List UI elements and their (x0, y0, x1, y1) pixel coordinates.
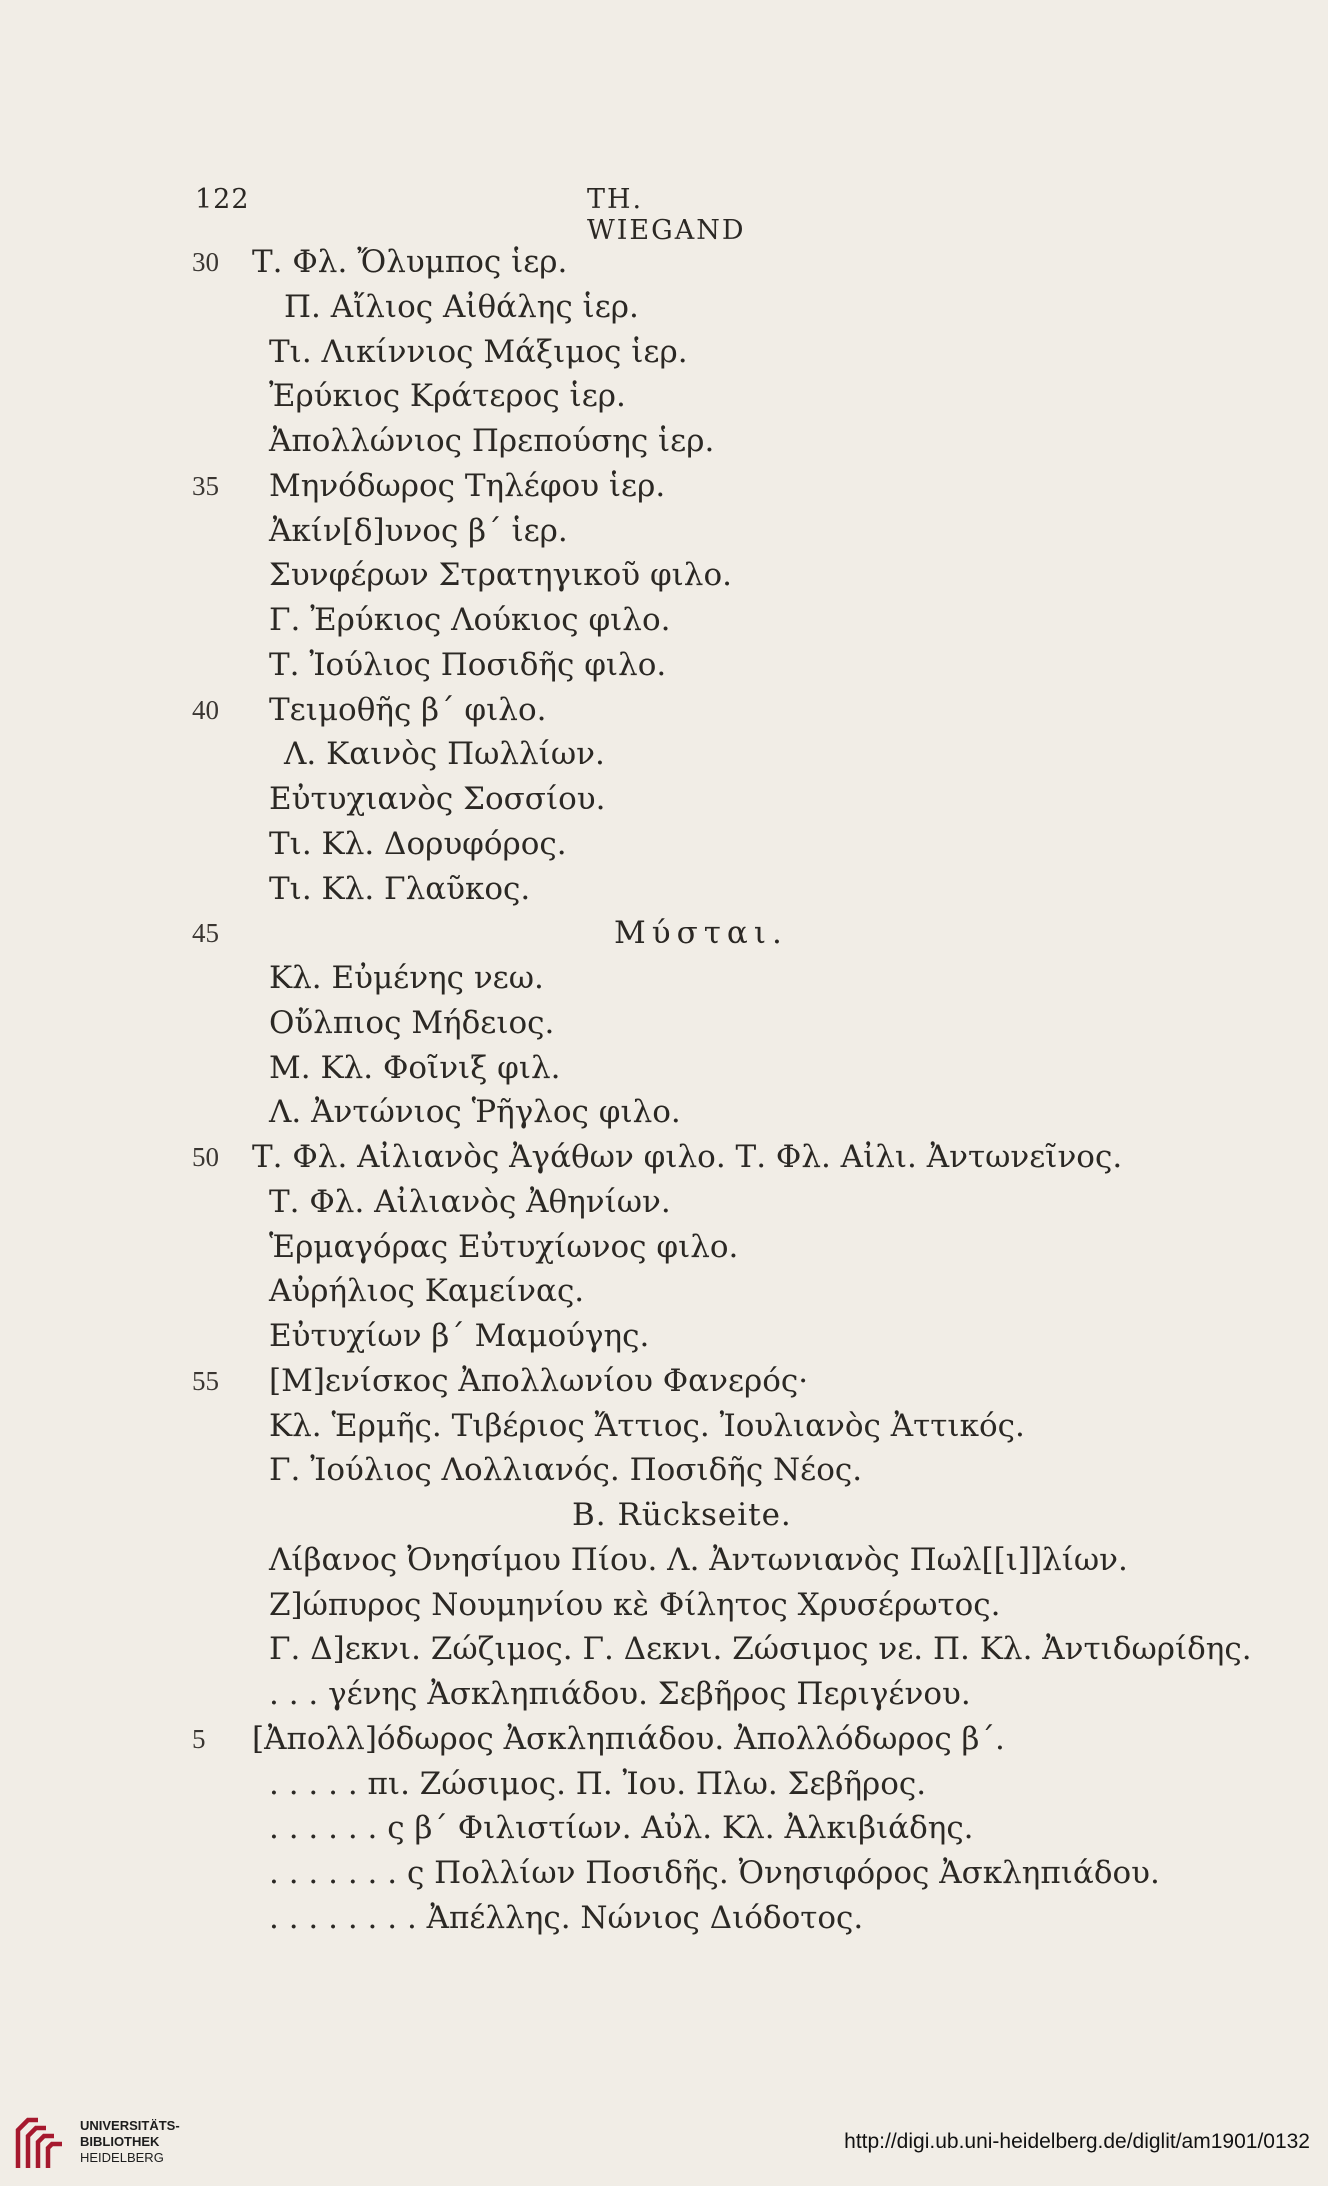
text-line (0, 1225, 1328, 1269)
line-text: Λ. Καινὸς Πωλλίων. (284, 736, 605, 773)
line-text: Ἀπολλώνιος Πρεπούσης ἱερ. (269, 423, 715, 459)
text-line (0, 956, 1328, 1000)
line-text: Ἐρύκιος Κράτερος ἱερ. (269, 378, 626, 415)
text-line (0, 643, 1328, 687)
text-line (0, 1090, 1328, 1134)
library-logo-text (80, 2118, 180, 2166)
text-line (0, 374, 1328, 418)
line-text: . . . . . πι. Ζώσιμος. Π. Ἰου. Πλω. Σεβῆρος. (269, 1765, 927, 1802)
text-line (0, 911, 1328, 955)
line-number: 5 (192, 1723, 206, 1754)
footer-bar (0, 2100, 1328, 2186)
library-logo-icon (14, 2116, 68, 2172)
text-line (0, 1314, 1328, 1358)
text-line (0, 598, 1328, 642)
text-line (0, 688, 1328, 732)
text-line (0, 1448, 1328, 1492)
text-line (0, 1806, 1328, 1850)
text-line (0, 1269, 1328, 1313)
source-url-link[interactable]: http://digi.ub.uni-heidelberg.de/diglit/am1901/0132 (844, 2130, 1310, 2153)
text-line (0, 464, 1328, 508)
line-text: Γ. Ἰούλιος Λολλιανός. Ποσιδῆς Νέος. (269, 1452, 863, 1489)
line-text: Συνφέρων Στρατηγικοῦ φιλο. (269, 557, 732, 594)
line-number: 45 (192, 918, 219, 949)
logo-line-3: HEIDELBERG (80, 2150, 164, 2165)
logo-line-1: UNIVERSITÄTS- (80, 2118, 180, 2133)
text-line (0, 867, 1328, 911)
line-text: Π. Αἴλιος Αἰθάλης ἱερ. (284, 288, 639, 325)
line-text: . . . . . . . . Ἀπέλλης. Νώνιος Διόδοτος. (269, 1899, 864, 1936)
text-line (0, 240, 1328, 284)
line-text: Λίβανος Ὀνησίμου Πίου. Λ. Ἀντωνιανὸς Πωλ[[ι]]λίων. (269, 1541, 1128, 1578)
line-number: 50 (192, 1142, 219, 1172)
line-text: Αὐρήλιος Καμείνας. (269, 1273, 585, 1310)
text-line (0, 1717, 1328, 1761)
line-text: Ζ]ώπυρος Νουμηνίου κὲ Φίλητος Χρυσέρωτος. (269, 1586, 1001, 1623)
text-line (0, 1001, 1328, 1045)
text-line (0, 1135, 1328, 1179)
text-line (0, 509, 1328, 553)
line-text: Κλ. Ἑρμῆς. Τιβέριος Ἄττιος. Ἰουλιανὸς Ἀττικός. (269, 1407, 1025, 1444)
line-text: Τειμοθῆς β´ φιλο. (269, 691, 547, 728)
line-text: Μηνόδωρος Τηλέφου ἱερ. (269, 467, 666, 504)
line-text: Τ. Φλ. Ὄλυμπος ἱερ. (252, 244, 568, 280)
text-line (0, 1180, 1328, 1224)
logo-line-2: BIBLIOTHEK (80, 2134, 160, 2149)
text-line (0, 1583, 1328, 1627)
line-text: Τ. Ἰούλιος Ποσιδῆς φιλο. (269, 646, 667, 683)
text-line (0, 419, 1328, 463)
text-line (0, 777, 1328, 821)
text-line (0, 285, 1328, 329)
line-number: 40 (192, 694, 219, 725)
text-line (0, 1404, 1328, 1448)
line-text: [Ἀπολλ]όδωρος Ἀσκληπιάδου. Ἀπολλόδωρος β´. (252, 1720, 1005, 1757)
line-text: Τ. Φλ. Αἰλιανὸς Ἀθηνίων. (269, 1183, 671, 1220)
line-text: . . . γένης Ἀσκληπιάδου. Σεβῆρος Περιγένου. (269, 1676, 971, 1712)
line-text: Τι. Λικίννιος Μάξιμος ἱερ. (269, 333, 688, 370)
text-line (0, 1538, 1328, 1582)
line-text: Λ. Ἀντώνιος Ῥῆγλος φιλο. (269, 1094, 681, 1131)
line-text: Τι. Κλ. Δορυφόρος. (269, 825, 567, 862)
line-text: Γ. Ἐρύκιος Λούκιος φιλο. (269, 602, 671, 638)
text-line (0, 1851, 1328, 1895)
line-text: Κλ. Εὐμένης νεω. (269, 960, 544, 996)
text-line (0, 1359, 1328, 1403)
line-text: B. Rückseite. (572, 1497, 792, 1533)
section-heading (0, 1493, 1328, 1537)
line-text: [Μ]ενίσκος Ἀπολλωνίου Φανερός· (269, 1362, 809, 1399)
text-line (0, 1046, 1328, 1090)
line-text: Γ. Δ]εκνι. Ζώζιμος. Γ. Δεκνι. Ζώσιμος νε. Π. Κλ. Ἀντιδωρίδης. (269, 1631, 1252, 1668)
line-text: Εὐτυχίων β´ Μαμούγης. (269, 1318, 650, 1354)
line-text: Ἑρμαγόρας Εὐτυχίωνος φιλο. (269, 1228, 739, 1265)
text-line (0, 553, 1328, 597)
line-text: . . . . . . ς β´ Φιλιστίων. Αὐλ. Κλ. Ἀλκιβιάδης. (269, 1810, 974, 1847)
line-number: 35 (192, 470, 219, 501)
line-text: . . . . . . . ς Πολλίων Ποσιδῆς. Ὀνησιφόρος Ἀσκληπιάδου. (269, 1855, 1160, 1891)
line-text: Ἀκίν[δ]υνος β´ ἱερ. (269, 512, 568, 549)
text-line (0, 1672, 1328, 1716)
line-number: 55 (192, 1365, 219, 1396)
text-line (0, 822, 1328, 866)
line-text: Μ. Κλ. Φοῖνιξ φιλ. (269, 1049, 561, 1086)
text-line (0, 1896, 1328, 1940)
page-number: 122 (195, 184, 250, 215)
running-title: TH. WIEGAND (587, 184, 746, 246)
line-number: 30 (192, 247, 219, 277)
text-line (0, 732, 1328, 776)
line-text: Μύσται. (614, 915, 788, 952)
text-line (0, 330, 1328, 374)
line-text: Οὔλπιος Μήδειος. (269, 1004, 555, 1041)
line-text: Τι. Κλ. Γλαῦκος. (269, 870, 531, 907)
text-line (0, 1762, 1328, 1806)
library-logo[interactable] (14, 2112, 180, 2174)
text-line (0, 1627, 1328, 1671)
line-text: Τ. Φλ. Αἰλιανὸς Ἀγάθων φιλο. Τ. Φλ. Αἰλι. Ἀντωνεῖνος. (252, 1139, 1123, 1175)
line-text: Εὐτυχιανὸς Σοσσίου. (269, 781, 606, 817)
